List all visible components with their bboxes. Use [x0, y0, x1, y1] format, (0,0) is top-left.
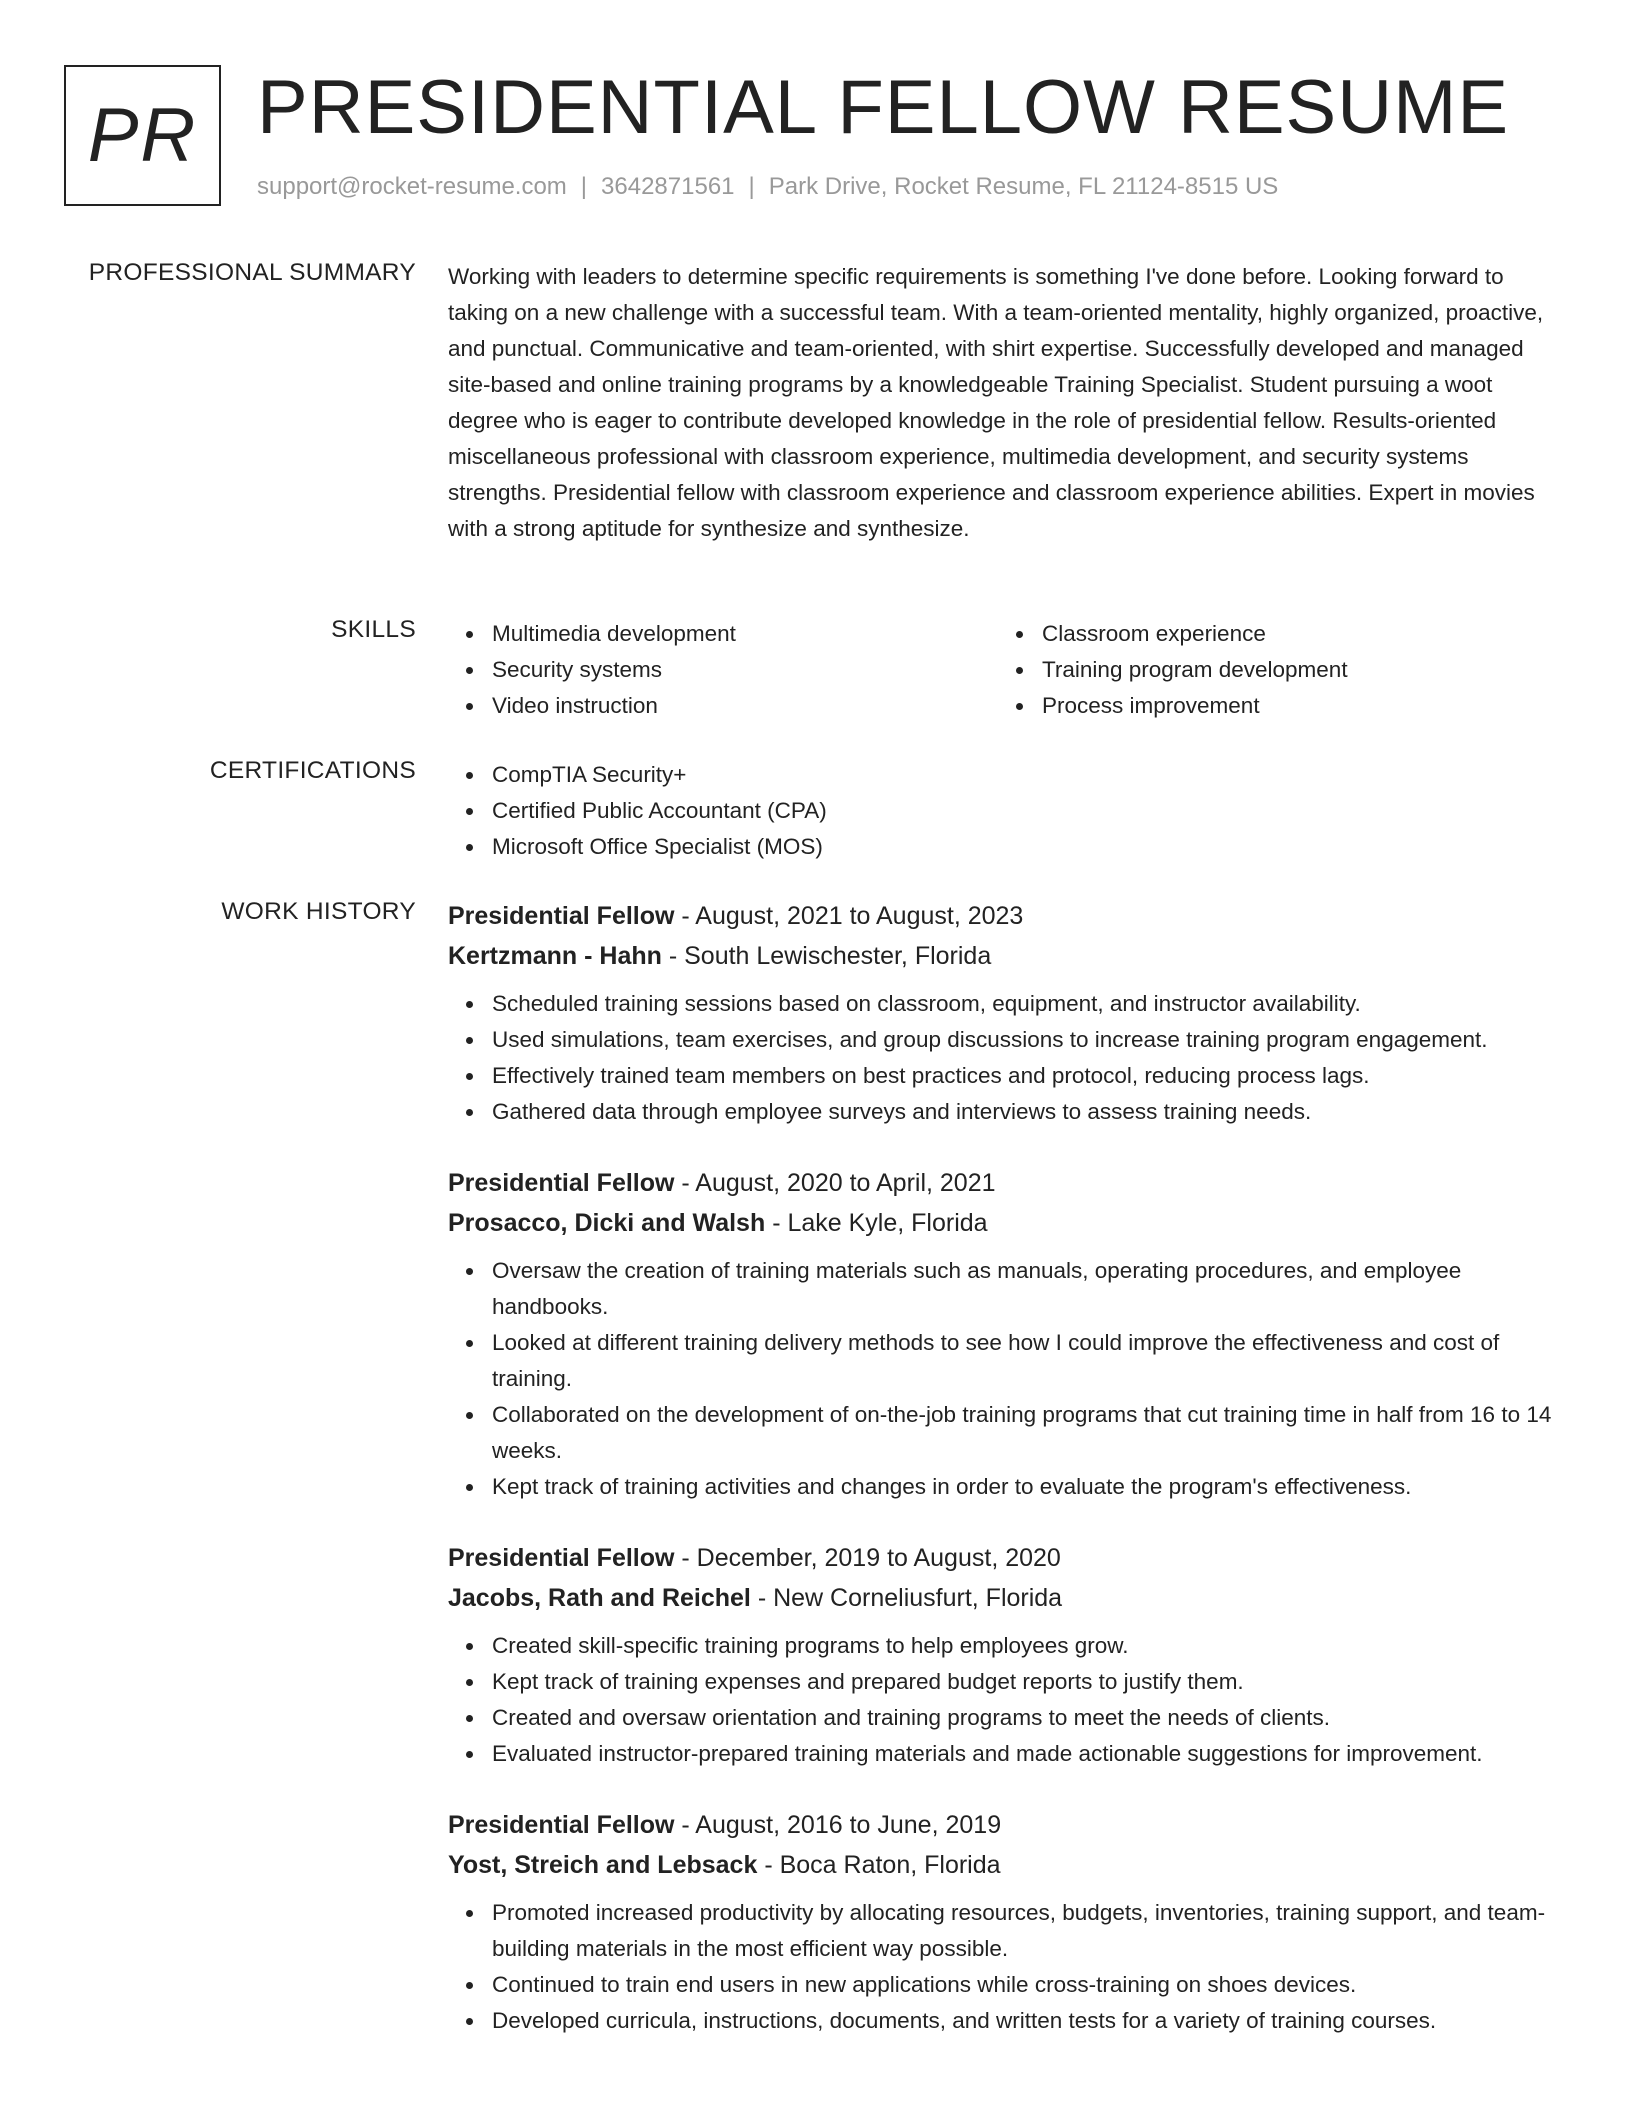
job-title: Presidential Fellow — [448, 1811, 675, 1839]
job-title-line — [448, 896, 1564, 936]
bullet-item: Used simulations, team exercises, and group discussions to increase training program engagement. — [492, 1022, 1564, 1058]
skills-list-right — [998, 616, 1548, 724]
resume-header — [64, 65, 1584, 215]
job-entry — [448, 1163, 1564, 1505]
job-company-line — [448, 936, 1564, 976]
bullet-item: Training program development — [1042, 652, 1548, 688]
skills-body — [448, 616, 1564, 724]
bullet-item: Effectively trained team members on best practices and protocol, reducing process lags. — [492, 1058, 1564, 1094]
job-bullets — [448, 1895, 1564, 2039]
bullet-item: Evaluated instructor-prepared training materials and made actionable suggestions for improvement. — [492, 1736, 1564, 1772]
job-company: Prosacco, Dicki and Walsh — [448, 1209, 766, 1237]
dash: - — [661, 942, 685, 970]
job-entry — [448, 896, 1564, 1130]
skills-grid — [448, 616, 1564, 724]
certifications-body — [448, 757, 1564, 865]
section-heading-certifications: CERTIFICATIONS — [209, 757, 416, 784]
bullet-item: Certified Public Accountant (CPA) — [492, 793, 1564, 829]
bullet-item: Created skill-specific training programs to help employees grow. — [492, 1628, 1564, 1664]
job-title: Presidential Fellow — [448, 1544, 675, 1572]
skills-list-left — [448, 616, 998, 724]
job-company: Jacobs, Rath and Reichel — [448, 1584, 751, 1612]
summary-body — [448, 259, 1564, 547]
bullet-item: Continued to train end users in new applications while cross-training on shoes devices. — [492, 1967, 1564, 2003]
dash: - — [674, 1811, 696, 1839]
bullet-item: Kept track of training activities and changes in order to evaluate the program's effectiveness. — [492, 1469, 1564, 1505]
bullet-item: Developed curricula, instructions, documents, and written tests for a variety of training courses. — [492, 2003, 1564, 2039]
job-dates: August, 2020 to April, 2021 — [695, 1169, 996, 1197]
bullet-item: Classroom experience — [1042, 616, 1548, 652]
job-title-line — [448, 1805, 1564, 1845]
section-heading-work-history: WORK HISTORY — [221, 898, 416, 925]
job-entry — [448, 1538, 1564, 1772]
contact-email: support@rocket-resume.com — [257, 173, 567, 200]
job-location: New Corneliusfurt, Florida — [773, 1584, 1063, 1612]
contact-address: Park Drive, Rocket Resume, FL 21124-8515 US — [768, 173, 1279, 200]
certifications-list — [448, 757, 1564, 865]
resume-title: PRESIDENTIAL FELLOW RESUME — [257, 65, 1510, 150]
bullet-item: Kept track of training expenses and prepared budget reports to justify them. — [492, 1664, 1564, 1700]
monogram-logo: PR — [64, 65, 221, 206]
bullet-item: Promoted increased productivity by allocating resources, budgets, inventories, training support, and team-building materials in the most efficient way possible. — [492, 1895, 1564, 1967]
dash: - — [750, 1584, 774, 1612]
bullet-item: Oversaw the creation of training materials such as manuals, operating procedures, and employee handbooks. — [492, 1253, 1564, 1325]
job-company: Yost, Streich and Lebsack — [448, 1851, 758, 1879]
job-title: Presidential Fellow — [448, 902, 675, 930]
job-company: Kertzmann - Hahn — [448, 942, 662, 970]
job-location: Boca Raton, Florida — [779, 1851, 1001, 1879]
job-bullets — [448, 1253, 1564, 1505]
bullet-item: Security systems — [492, 652, 998, 688]
job-company-line — [448, 1203, 1564, 1243]
skills-column-right — [998, 616, 1548, 724]
dash: - — [674, 1169, 696, 1197]
contact-line — [257, 173, 1278, 201]
job-dates: December, 2019 to August, 2020 — [696, 1544, 1061, 1572]
job-bullets — [448, 986, 1564, 1130]
job-location: South Lewischester, Florida — [684, 942, 992, 970]
job-location: Lake Kyle, Florida — [787, 1209, 988, 1237]
job-dates: August, 2016 to June, 2019 — [695, 1811, 1002, 1839]
contact-phone: 3642871561 — [601, 173, 735, 200]
bullet-item: Microsoft Office Specialist (MOS) — [492, 829, 1564, 865]
skills-column-left — [448, 616, 998, 724]
job-dates: August, 2021 to August, 2023 — [695, 902, 1024, 930]
dash: - — [674, 1544, 697, 1572]
bullet-item: Multimedia development — [492, 616, 998, 652]
job-entry — [448, 1805, 1564, 2039]
work-history-body — [448, 896, 1564, 2072]
contact-separator: | — [580, 173, 588, 200]
bullet-item: CompTIA Security+ — [492, 757, 1564, 793]
dash: - — [757, 1851, 780, 1879]
bullet-item: Scheduled training sessions based on classroom, equipment, and instructor availability. — [492, 986, 1564, 1022]
job-company-line — [448, 1578, 1564, 1618]
dash: - — [765, 1209, 788, 1237]
job-title: Presidential Fellow — [448, 1169, 675, 1197]
dash: - — [674, 902, 696, 930]
contact-separator: | — [748, 173, 755, 200]
job-company-line — [448, 1845, 1564, 1885]
bullet-item: Gathered data through employee surveys and interviews to assess training needs. — [492, 1094, 1564, 1130]
section-heading-skills: SKILLS — [331, 616, 416, 643]
summary-text: Working with leaders to determine specific requirements is something I've done before. Looking forward to taking on a new challenge with a successful team. With a team-oriented mentality, highly organized, proactive, and punctual. Communicative and team-oriented, with shirt expertise. Successfully developed and managed site-based and online training programs by a knowledgeable Training Specialist. Student pursuing a woot degree who is eager to contribute developed knowledge in the role of presidential fellow. Results-oriented miscellaneous professional with classroom experience, multimedia development, and security systems strengths. Presidential fellow with classroom experience and classroom experience abilities. Expert in movies with a strong aptitude for synthesize and synthesize. — [448, 264, 1544, 541]
job-title-line — [448, 1538, 1564, 1578]
section-heading-summary: PROFESSIONAL SUMMARY — [88, 259, 416, 286]
bullet-item: Created and oversaw orientation and training programs to meet the needs of clients. — [492, 1700, 1564, 1736]
bullet-item: Video instruction — [492, 688, 998, 724]
bullet-item: Looked at different training delivery methods to see how I could improve the effectiveness and cost of training. — [492, 1325, 1564, 1397]
job-bullets — [448, 1628, 1564, 1772]
bullet-item: Process improvement — [1042, 688, 1548, 724]
bullet-item: Collaborated on the development of on-the-job training programs that cut training time in half from 16 to 14 weeks. — [492, 1397, 1564, 1469]
job-title-line — [448, 1163, 1564, 1203]
